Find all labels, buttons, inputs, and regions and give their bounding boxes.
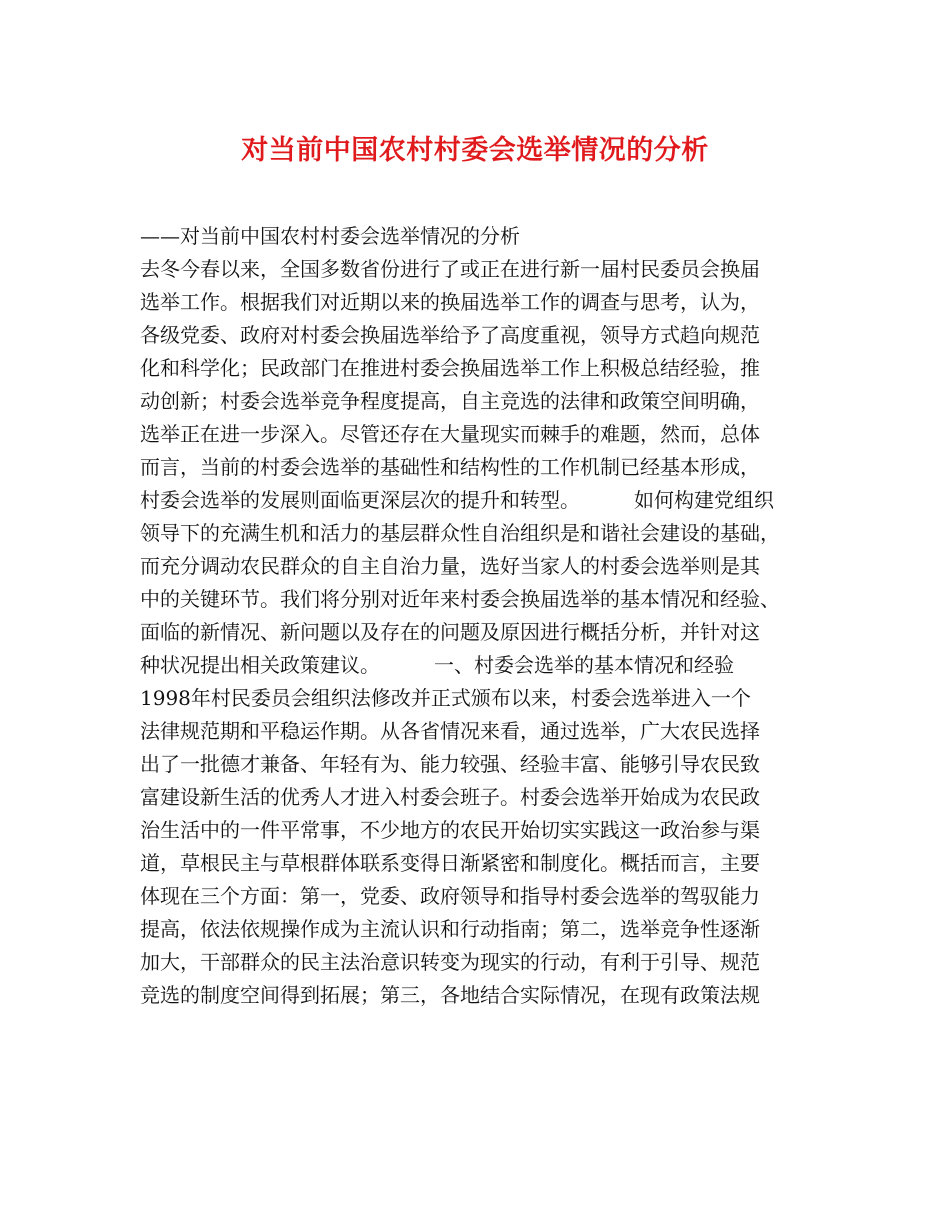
- text-line: 富建设新生活的优秀人才进入村委会班子。村委会选举开始成为农民政: [140, 785, 760, 809]
- text-line-subtitle: ——对当前中国农村村委会选举情况的分析: [140, 224, 520, 248]
- text-line: 提高，依法依规操作成为主流认识和行动指南；第二，选举竞争性逐渐: [140, 917, 760, 941]
- text-line: 去冬今春以来，全国多数省份进行了或正在进行新一届村民委员会换届: [140, 257, 760, 281]
- text-line: 道，草根民主与草根群体联系变得日渐紧密和制度化。概括而言，主要: [140, 851, 760, 875]
- text-segment: 种状况提出相关政策建议。: [140, 653, 380, 677]
- text-line: 治生活中的一件平常事，不少地方的农民开始切实实践这一政治参与渠: [140, 818, 760, 842]
- text-line: 领导下的充满生机和活力的基层群众性自治组织是和谐社会建设的基础，: [140, 521, 780, 545]
- text-line-with-heading: [140, 651, 734, 679]
- text-segment: 村委会选举的发展则面临更深层次的提升和转型。: [140, 488, 580, 512]
- text-line: 选举工作。根据我们对近期以来的换届选举工作的调查与思考，认为，: [140, 290, 760, 314]
- text-line: 动创新；村委会选举竞争程度提高，自主竞选的法律和政策空间明确，: [140, 389, 760, 413]
- paragraph-start: 如何构建党组织: [634, 488, 774, 512]
- text-line: 化和科学化；民政部门在推进村委会换届选举工作上积极总结经验，推: [140, 356, 760, 380]
- text-line: 而充分调动农民群众的自主自治力量，选好当家人的村委会选举则是其: [140, 554, 760, 578]
- text-line: 加大，干部群众的民主法治意识转变为现实的行动，有利于引导、规范: [140, 950, 760, 974]
- text-line: 而言，当前的村委会选举的基础性和结构性的工作机制已经基本形成，: [140, 455, 760, 479]
- text-line: 出了一批德才兼备、年轻有为、能力较强、经验丰富、能够引导农民致: [140, 752, 760, 776]
- text-line-with-heading: [140, 486, 774, 514]
- text-line: 体现在三个方面：第一，党委、政府领导和指导村委会选举的驾驭能力: [140, 884, 760, 908]
- text-line: 法律规范期和平稳运作期。从各省情况来看，通过选举，广大农民选择: [140, 719, 760, 743]
- document-title: 对当前中国农村村委会选举情况的分析: [241, 135, 709, 166]
- text-line: 各级党委、政府对村委会换届选举给予了高度重视，领导方式趋向规范: [140, 323, 760, 347]
- text-line: 中的关键环节。我们将分别对近年来村委会换届选举的基本情况和经验、: [140, 587, 780, 611]
- text-line: 1998年村民委员会组织法修改并正式颁布以来，村委会选举进入一个: [140, 686, 751, 710]
- text-line: 竞选的制度空间得到拓展；第三，各地结合实际情况，在现有政策法规: [140, 983, 760, 1007]
- text-line: 选举正在进一步深入。尽管还存在大量现实而棘手的难题，然而，总体: [140, 422, 760, 446]
- section-heading: 一、村委会选举的基本情况和经验: [434, 653, 734, 677]
- text-line: 面临的新情况、新问题以及存在的问题及原因进行概括分析，并针对这: [140, 620, 760, 644]
